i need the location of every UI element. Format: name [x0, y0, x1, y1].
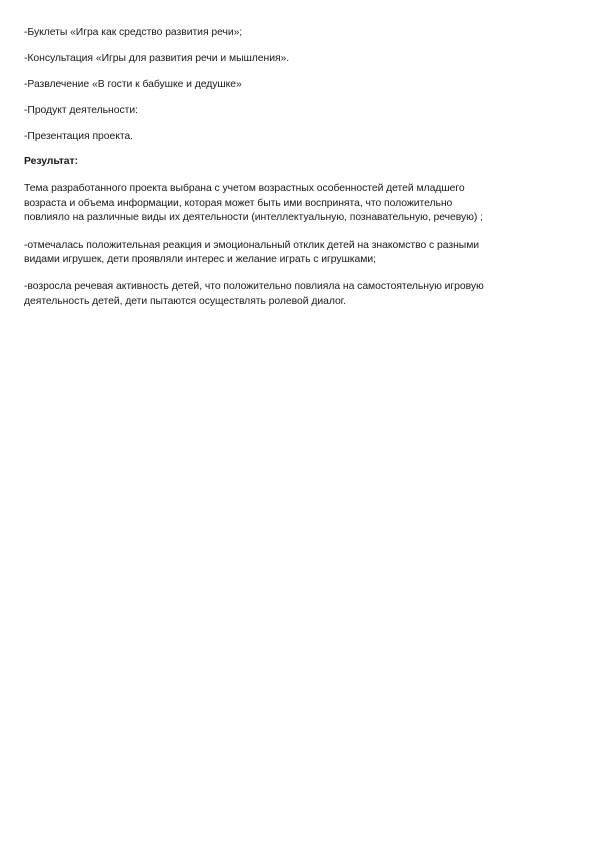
paragraph-line: -отмечалась положительная реакция и эмоциональный отклик детей на знакомство с разными	[24, 240, 480, 251]
paragraph-line: деятельность детей, дети пытаются осуществлять ролевой диалог.	[24, 296, 346, 307]
list-item-presentation: -Презентация проекта.	[24, 131, 133, 142]
paragraph-line: -возросла речевая активность детей, что положительно повлияла на самостоятельную игровую	[24, 281, 484, 292]
paragraph-line: видами игрушек, дети проявляли интерес и желание играть с игрушками;	[24, 254, 376, 265]
list-item-booklets: -Буклеты «Игра как средство развития речи»;	[24, 27, 243, 38]
paragraph-line: Тема разработанного проекта выбрана с учетом возрастных особенностей детей младшего	[24, 183, 465, 194]
list-item-entertainment: -Развлечение «В гости к бабушке и дедушке»	[24, 79, 242, 90]
result-heading: Результат:	[24, 156, 78, 167]
paragraph-line: повлияло на различные виды их деятельности (интеллектуальную, познавательную, речевую) ;	[24, 212, 483, 223]
paragraph-line: возраста и объема информации, которая может быть ими воспринята, что положительно	[24, 198, 453, 209]
list-item-consultation: -Консультация «Игры для развития речи и мышления».	[24, 53, 290, 64]
list-item-product: -Продукт деятельности:	[24, 105, 138, 116]
